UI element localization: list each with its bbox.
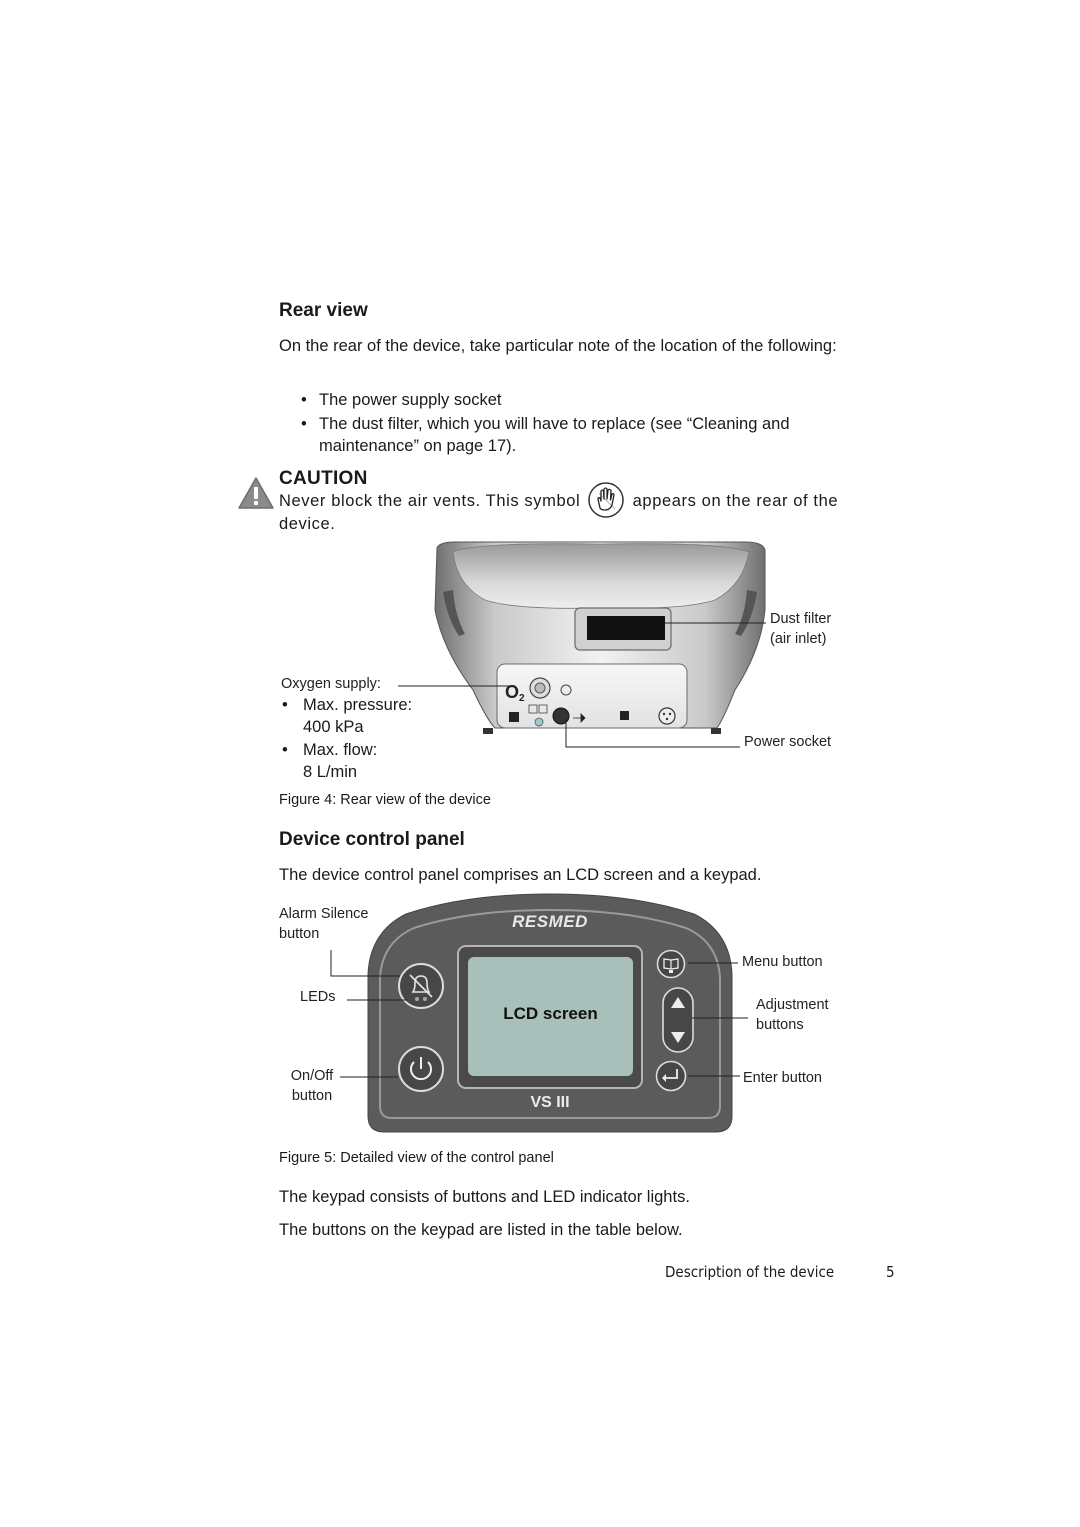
figure5-caption: Figure 5: Detailed view of the control panel — [279, 1150, 554, 1166]
figure5-callout-lines — [0, 880, 1080, 1120]
callout-enter: Enter button — [743, 1070, 822, 1086]
callout-dust-filter: Dust filter (air inlet) — [770, 611, 832, 647]
caution-text-before: Never block the air vents. This symbol — [279, 492, 581, 510]
page-number: 5 — [886, 1263, 895, 1281]
caution-text-after: appears on the rear of the device. — [279, 492, 839, 533]
callout-leds: LEDs — [300, 989, 336, 1005]
list-item: • Max. flow: 8 L/min — [282, 741, 378, 781]
resmed-logo: RESMED — [512, 912, 588, 931]
callout-adjustment: Adjustment buttons — [756, 997, 829, 1033]
control-panel-intro: The device control panel comprises an LCD screen and a keypad. — [279, 866, 762, 884]
oxygen-spec-list — [279, 694, 412, 783]
list-item: • The dust filter, which you will have to replace (see “Cleaning and maintenance” on page 17). — [301, 415, 790, 455]
rear-view-intro: On the rear of the device, take particular note of the location of the following: — [279, 337, 837, 355]
footer-section-title: Description of the device — [665, 1263, 835, 1281]
o2-port-mark: O — [505, 682, 520, 702]
section-heading-device-control-panel: Device control panel — [279, 829, 465, 850]
list-item: • Max. pressure: 400 kPa — [282, 696, 413, 736]
callout-power-socket: Power socket — [744, 734, 832, 750]
section-heading-rear-view: Rear view — [279, 300, 368, 321]
callout-oxygen-supply: Oxygen supply: — [281, 676, 381, 692]
caution-title: CAUTION — [279, 468, 368, 489]
closing-paragraph-2: The buttons on the keypad are listed in the table below. — [279, 1221, 683, 1239]
list-item: • The power supply socket — [301, 391, 502, 409]
lcd-screen-label: LCD screen — [503, 1004, 598, 1023]
o2-port-mark-subscript: 2 — [519, 693, 525, 704]
callout-alarm-silence: Alarm Silence button — [279, 906, 369, 942]
callout-menu: Menu button — [742, 954, 823, 970]
closing-paragraph-1: The keypad consists of buttons and LED indicator lights. — [279, 1188, 690, 1206]
model-label: VS III — [530, 1094, 570, 1111]
figure4-caption: Figure 4: Rear view of the device — [279, 792, 491, 808]
callout-onoff: On/Off button — [290, 1068, 334, 1104]
